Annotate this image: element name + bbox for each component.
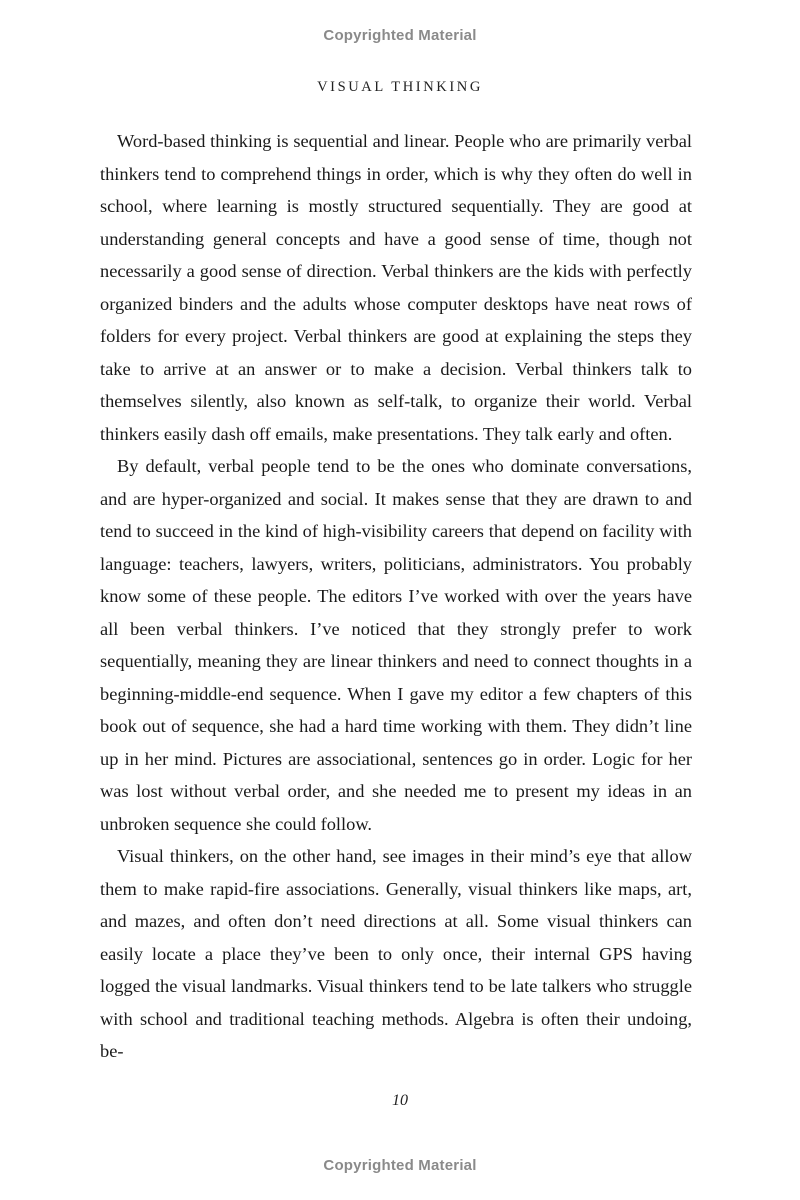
running-head: VISUAL THINKING <box>317 79 483 95</box>
copyright-watermark-bottom: Copyrighted Material <box>323 1157 477 1174</box>
paragraph-3: Visual thinkers, on the other hand, see images in their mind’s eye that allow them to make rapid-fire associations. Generally, visual thinkers like maps, art, and mazes, and often don’t need directions at all. Some visual thinkers can easily locate a place they’ve been to only once, their internal GPS having logged the visual landmarks. Visual thinkers tend to be late talkers who struggle with school and traditional teaching methods. Algebra is often their undoing, be- <box>100 846 692 1061</box>
copyright-watermark-top: Copyrighted Material <box>323 27 477 44</box>
paragraph-1: Word-based thinking is sequential and linear. People who are primarily verbal thinkers tend to comprehend things in order, which is why they often do well in school, where learning is mostly structured sequentially. They are good at understanding general concepts and have a good sense of time, though not necessarily a good sense of direction. Verbal thinkers are the kids with perfectly organized binders and the adults whose computer desktops have neat rows of folders for every project. Verbal thinkers are good at explaining the steps they take to arrive at an answer or to make a decision. Verbal thinkers talk to themselves silently, also known as self-talk, to organize their world. Verbal thinkers easily dash off emails, make presentations. They talk early and often. <box>100 131 692 444</box>
paragraph-2: By default, verbal people tend to be the ones who dominate conversations, and are hyper-organized and social. It makes sense that they are drawn to and tend to succeed in the kind of high-visibility careers that depend on facility with language: teachers, lawyers, writers, politicians, administrators. You probably know some of these people. The editors I’ve worked with over the years have all been verbal thinkers. I’ve noticed that they strongly prefer to work sequentially, meaning they are linear thinkers and need to connect thoughts in a beginning-middle-end sequence. When I gave my editor a few chapters of this book out of sequence, she had a hard time working with them. They didn’t line up in her mind. Pictures are associational, sentences go in order. Logic for her was lost without verbal order, and she needed me to present my ideas in an unbroken sequence she could follow. <box>100 456 692 834</box>
page-number: 10 <box>392 1092 408 1109</box>
body-text <box>100 125 692 1068</box>
